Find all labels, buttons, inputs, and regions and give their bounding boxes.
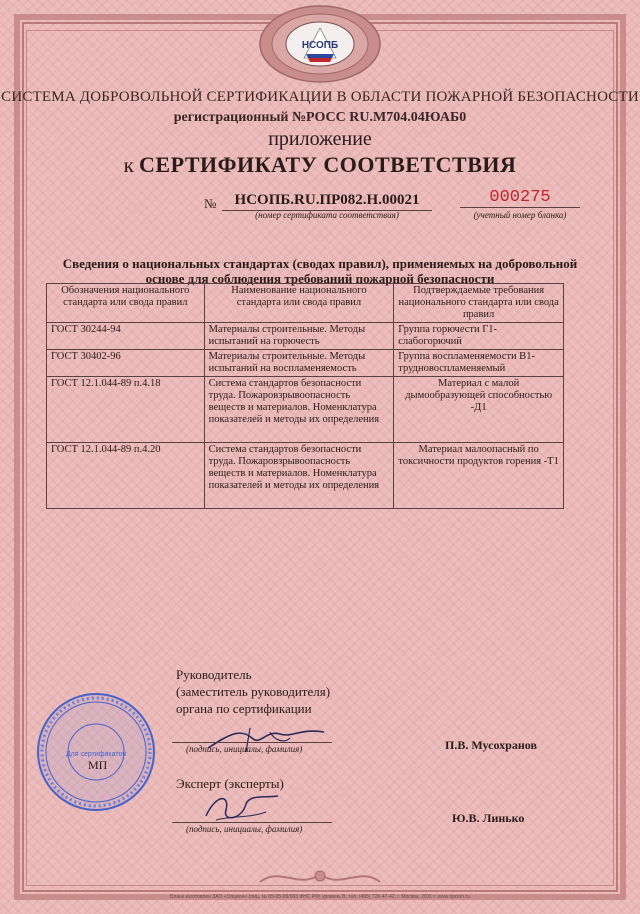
row-name: Материалы строительные. Методы испытаний на горючесть: [204, 323, 394, 350]
round-seal-icon: [34, 690, 158, 814]
row-name: Система стандартов безопасности труда. Пожаровзрывоопасность веществ и материалов. Номенклатура показателей и методы их определения: [204, 443, 394, 509]
head-signature-caption: (подпись, инициалы, фамилия): [186, 744, 303, 754]
certificate-number-caption: (номер сертификата соответствия): [255, 210, 399, 220]
header-code: Обозначения национального стандарта или свода правил: [47, 284, 205, 323]
head-signature-line: [172, 742, 332, 743]
row-code: ГОСТ 12.1.044-89 п.4.18: [47, 377, 205, 443]
ornament-icon: [250, 862, 390, 892]
row-requirement: Группа воспламеняемости В1- трудновоспламеняемый: [394, 350, 564, 377]
expert-signature-icon: [196, 790, 286, 824]
expert-name: Ю.В. Линько: [452, 811, 525, 825]
stamp-mark: МП: [88, 758, 108, 772]
appendix-label: приложение: [268, 128, 372, 150]
row-code: ГОСТ 12.1.044-89 п.4.20: [47, 443, 205, 509]
expert-signature-line: [172, 822, 332, 823]
row-code: ГОСТ 30244-94: [47, 323, 205, 350]
registration-number: регистрационный №РОСС RU.М704.04ЮАБ0: [173, 110, 467, 125]
section-heading: Сведения о национальных стандартах (сводах правил), применяемых на добровольной основе для соблюдения требований пожарной безопасности: [62, 256, 578, 286]
seal-center-text: Для сертификатов: [65, 751, 127, 758]
certificate-prefix: к: [123, 153, 134, 177]
standards-table: [46, 283, 564, 509]
table-row: [47, 377, 564, 443]
table-header-row: [47, 284, 564, 323]
nsopb-emblem-icon: [258, 4, 382, 84]
header-requirement: Подтверждаемые требования национального стандарта или свода правил: [394, 284, 564, 323]
blank-number: 000275: [460, 188, 580, 208]
head-title-line1: Руководитель: [176, 667, 252, 682]
certificate-number: НСОПБ.RU.ПР082.Н.00021: [222, 192, 432, 211]
header-name: Наименование национального стандарта или свода правил: [204, 284, 394, 323]
table-row: [47, 323, 564, 350]
head-title-line3: органа по сертификации: [176, 701, 312, 716]
row-code: ГОСТ 30402-96: [47, 350, 205, 377]
head-name: П.В. Мусохранов: [445, 738, 537, 752]
number-sign: №: [204, 196, 217, 211]
row-requirement: Материал с малой дымообразующей способностью -Д1: [394, 377, 564, 443]
head-signature-block: [176, 666, 330, 717]
certificate-title: [0, 152, 640, 178]
head-title-line2: (заместитель руководителя): [176, 684, 331, 699]
table-row: [47, 350, 564, 377]
row-requirement: Материал малоопасный по токсичности продуктов горения -Т1: [394, 443, 564, 509]
expert-signature-caption: (подпись, инициалы, фамилия): [186, 824, 303, 834]
footer-print-info: Бланк изготовлен ЗАО «Опцион» (лиц. № 05-05-09/003 ФНС РФ) уровень В, тел. (495) 726-47-42, г. Москва, 2011 г. www.opcion.ru: [170, 894, 470, 900]
row-name: Материалы строительные. Методы испытаний на воспламеняемость: [204, 350, 394, 377]
expert-label: Эксперт (эксперты): [176, 776, 284, 791]
system-title: СИСТЕМА ДОБРОВОЛЬНОЙ СЕРТИФИКАЦИИ В ОБЛАСТИ ПОЖАРНОЙ БЕЗОПАСНОСТИ: [1, 89, 639, 105]
row-requirement: Группа горючести Г1- слабогорючий: [394, 323, 564, 350]
blank-number-caption: (учетный номер бланка): [473, 210, 567, 220]
certificate-title-text: СЕРТИФИКАТУ СООТВЕТСТВИЯ: [139, 152, 517, 177]
row-name: Система стандартов безопасности труда. Пожаровзрывоопасность веществ и материалов. Номенклатура показателей и методы их определения: [204, 377, 394, 443]
table-row: [47, 443, 564, 509]
logo-text: НСОПБ: [301, 40, 339, 51]
